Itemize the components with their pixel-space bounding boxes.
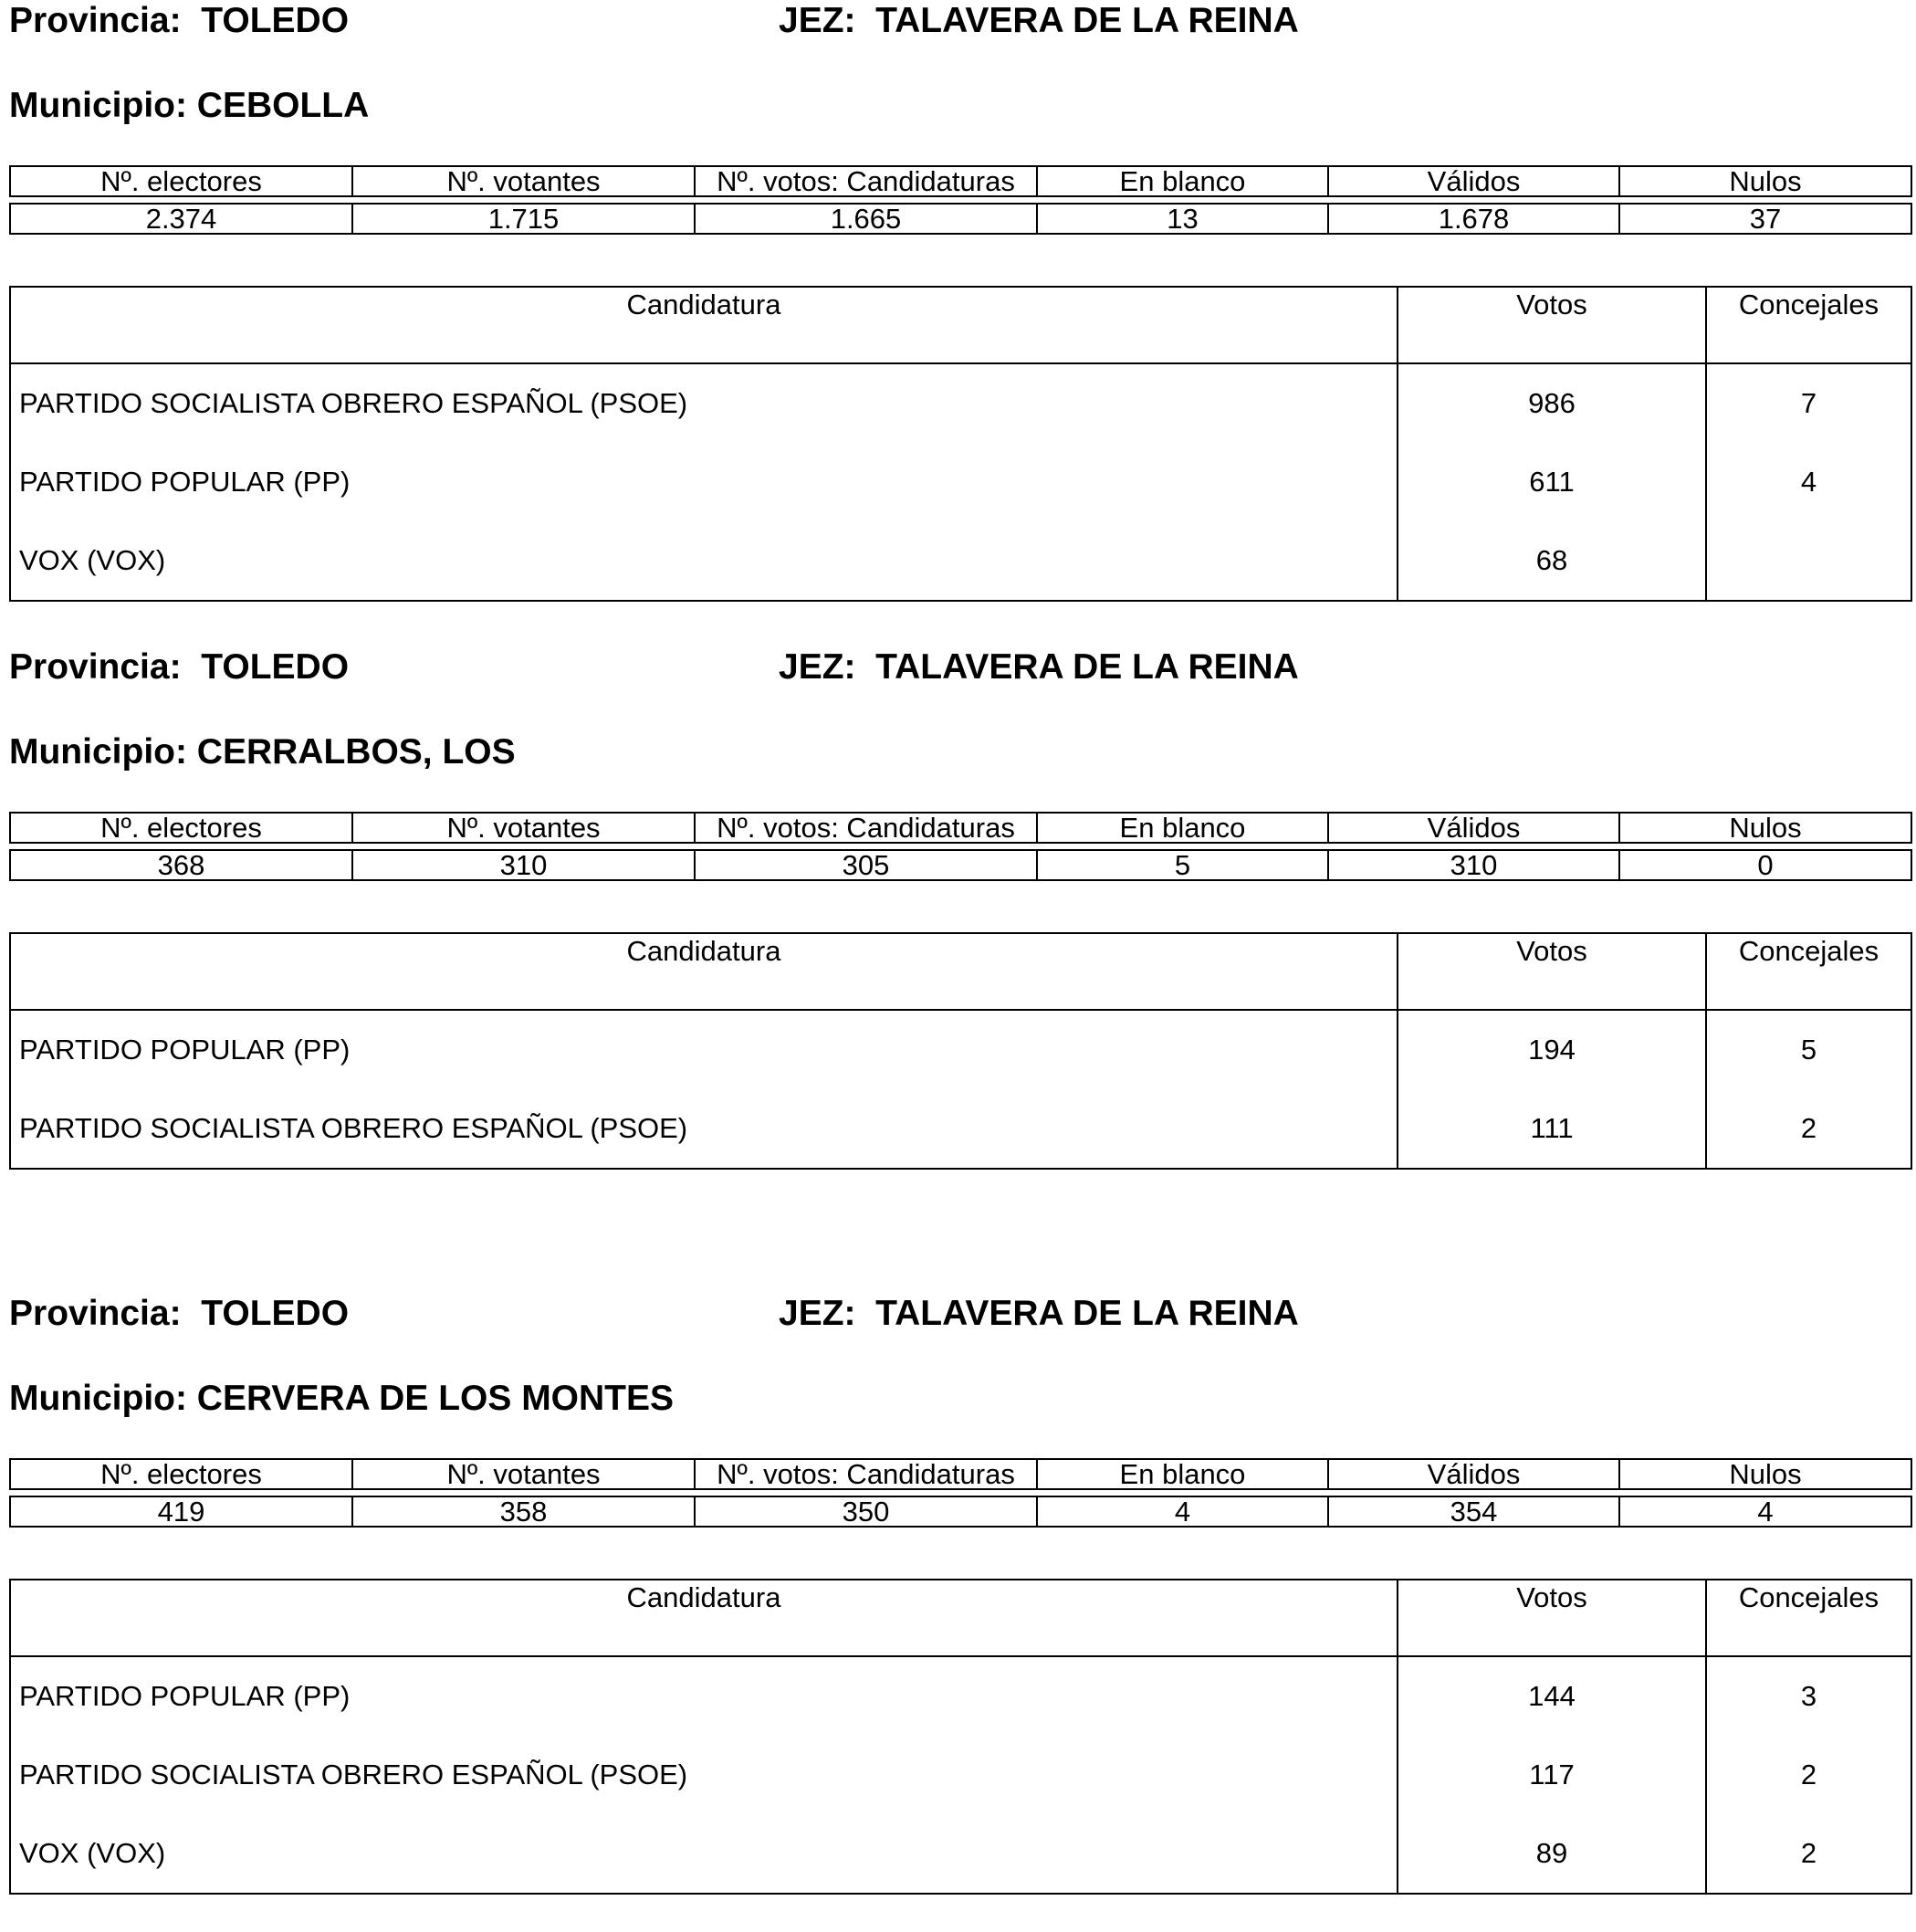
stats-header-cell: Nº. votos: Candidaturas (695, 1459, 1037, 1489)
stats-table (9, 165, 1912, 235)
candidate-name: PARTIDO SOCIALISTA OBRERO ESPAÑOL (PSOE) (19, 387, 688, 419)
municipio-section (0, 646, 1916, 1286)
jez-label: JEZ: TALAVERA DE LA REINA (779, 647, 1299, 687)
votos-header: Votos (1398, 933, 1706, 1010)
concejales-header: Concejales (1706, 1580, 1911, 1656)
provincia-label: Provincia: TOLEDO (9, 1, 350, 40)
stats-value-cell: 37 (1619, 204, 1911, 234)
candidate-name: PARTIDO POPULAR (PP) (19, 1034, 351, 1066)
stats-value-cell: 13 (1037, 204, 1328, 234)
municipio-section (0, 1293, 1916, 1932)
stats-header-cell: Nulos (1619, 166, 1911, 196)
candidate-row (10, 1656, 1911, 1736)
stats-value-row (10, 204, 1911, 234)
stats-table (9, 1458, 1912, 1528)
stats-value-cell: 5 (1037, 850, 1328, 880)
candidates-table (9, 932, 1912, 1170)
stats-value-cell: 0 (1619, 850, 1911, 880)
stats-header-row (10, 813, 1911, 843)
concejales-header: Concejales (1706, 287, 1911, 363)
candidate-concejales: 3 (1706, 1656, 1911, 1736)
candidate-row (10, 363, 1911, 443)
stats-value-cell: 354 (1328, 1496, 1619, 1527)
stats-header-row (10, 1459, 1911, 1489)
candidate-row (10, 1010, 1911, 1089)
candidate-name: PARTIDO SOCIALISTA OBRERO ESPAÑOL (PSOE) (19, 1112, 688, 1144)
candidates-table (9, 1579, 1912, 1895)
candidate-concejales: 2 (1706, 1814, 1911, 1894)
stats-value-cell: 2.374 (10, 204, 352, 234)
provincia-label: Provincia: TOLEDO (9, 1294, 350, 1333)
stats-header-row (10, 166, 1911, 196)
candidate-votos: 117 (1398, 1736, 1706, 1814)
stats-header-cell: Nº. votantes (352, 166, 695, 196)
votos-header: Votos (1398, 287, 1706, 363)
jez-label: JEZ: TALAVERA DE LA REINA (779, 1294, 1299, 1333)
stats-header-cell: Nulos (1619, 813, 1911, 843)
stats-header-cell: Válidos (1328, 813, 1619, 843)
candidate-concejales (1706, 521, 1911, 601)
stats-value-cell: 310 (352, 850, 695, 880)
stats-header-cell: Nº. votantes (352, 813, 695, 843)
stats-header-cell: En blanco (1037, 813, 1328, 843)
candidatura-header: Candidatura (10, 287, 1398, 363)
stats-value-cell: 4 (1037, 1496, 1328, 1527)
stats-value-cell: 305 (695, 850, 1037, 880)
stats-value-cell: 1.665 (695, 204, 1037, 234)
candidate-row (10, 521, 1911, 601)
candidate-votos: 68 (1398, 521, 1706, 601)
candidatura-header: Candidatura (10, 1580, 1398, 1656)
candidate-votos: 89 (1398, 1814, 1706, 1894)
provincia-label: Provincia: TOLEDO (9, 647, 350, 687)
stats-value-cell: 1.715 (352, 204, 695, 234)
concejales-header: Concejales (1706, 933, 1911, 1010)
stats-table (9, 812, 1912, 881)
candidate-concejales: 2 (1706, 1736, 1911, 1814)
stats-header-cell: Nulos (1619, 1459, 1911, 1489)
candidate-votos: 611 (1398, 443, 1706, 521)
candidate-votos: 194 (1398, 1010, 1706, 1089)
candidate-concejales: 2 (1706, 1089, 1911, 1169)
candidate-votos: 111 (1398, 1089, 1706, 1169)
stats-value-cell: 419 (10, 1496, 352, 1527)
jez-label: JEZ: TALAVERA DE LA REINA (779, 1, 1299, 40)
candidates-header-row (10, 1580, 1911, 1656)
stats-header-cell: Nº. electores (10, 813, 352, 843)
candidate-row (10, 1814, 1911, 1894)
candidate-concejales: 5 (1706, 1010, 1911, 1089)
candidate-concejales: 4 (1706, 443, 1911, 521)
stats-header-cell: Nº. electores (10, 166, 352, 196)
candidate-name: VOX (VOX) (19, 544, 166, 576)
candidate-name: PARTIDO POPULAR (PP) (19, 1680, 351, 1712)
municipio-title: Municipio: CERRALBOS, LOS (9, 732, 516, 772)
stats-value-row (10, 1496, 1911, 1527)
stats-header-cell: En blanco (1037, 166, 1328, 196)
candidate-concejales: 7 (1706, 363, 1911, 443)
stats-value-row (10, 850, 1911, 880)
stats-header-cell: Nº. electores (10, 1459, 352, 1489)
municipio-title: Municipio: CERVERA DE LOS MONTES (9, 1379, 675, 1418)
candidate-votos: 144 (1398, 1656, 1706, 1736)
municipio-title: Municipio: CEBOLLA (9, 86, 370, 125)
stats-value-cell: 368 (10, 850, 352, 880)
candidate-row (10, 1089, 1911, 1169)
stats-header-cell: En blanco (1037, 1459, 1328, 1489)
candidate-row (10, 443, 1911, 521)
candidate-votos: 986 (1398, 363, 1706, 443)
candidates-header-row (10, 933, 1911, 1010)
candidatura-header: Candidatura (10, 933, 1398, 1010)
candidate-name: VOX (VOX) (19, 1837, 166, 1869)
stats-value-cell: 1.678 (1328, 204, 1619, 234)
municipio-section (0, 0, 1916, 639)
stats-value-cell: 358 (352, 1496, 695, 1527)
stats-header-cell: Válidos (1328, 1459, 1619, 1489)
stats-value-cell: 350 (695, 1496, 1037, 1527)
stats-header-cell: Nº. votos: Candidaturas (695, 166, 1037, 196)
candidate-name: PARTIDO SOCIALISTA OBRERO ESPAÑOL (PSOE) (19, 1759, 688, 1790)
votos-header: Votos (1398, 1580, 1706, 1656)
stats-value-cell: 4 (1619, 1496, 1911, 1527)
candidates-table (9, 286, 1912, 602)
candidate-row (10, 1736, 1911, 1814)
stats-value-cell: 310 (1328, 850, 1619, 880)
stats-header-cell: Nº. votantes (352, 1459, 695, 1489)
stats-header-cell: Nº. votos: Candidaturas (695, 813, 1037, 843)
candidate-name: PARTIDO POPULAR (PP) (19, 466, 351, 498)
stats-header-cell: Válidos (1328, 166, 1619, 196)
candidates-header-row (10, 287, 1911, 363)
